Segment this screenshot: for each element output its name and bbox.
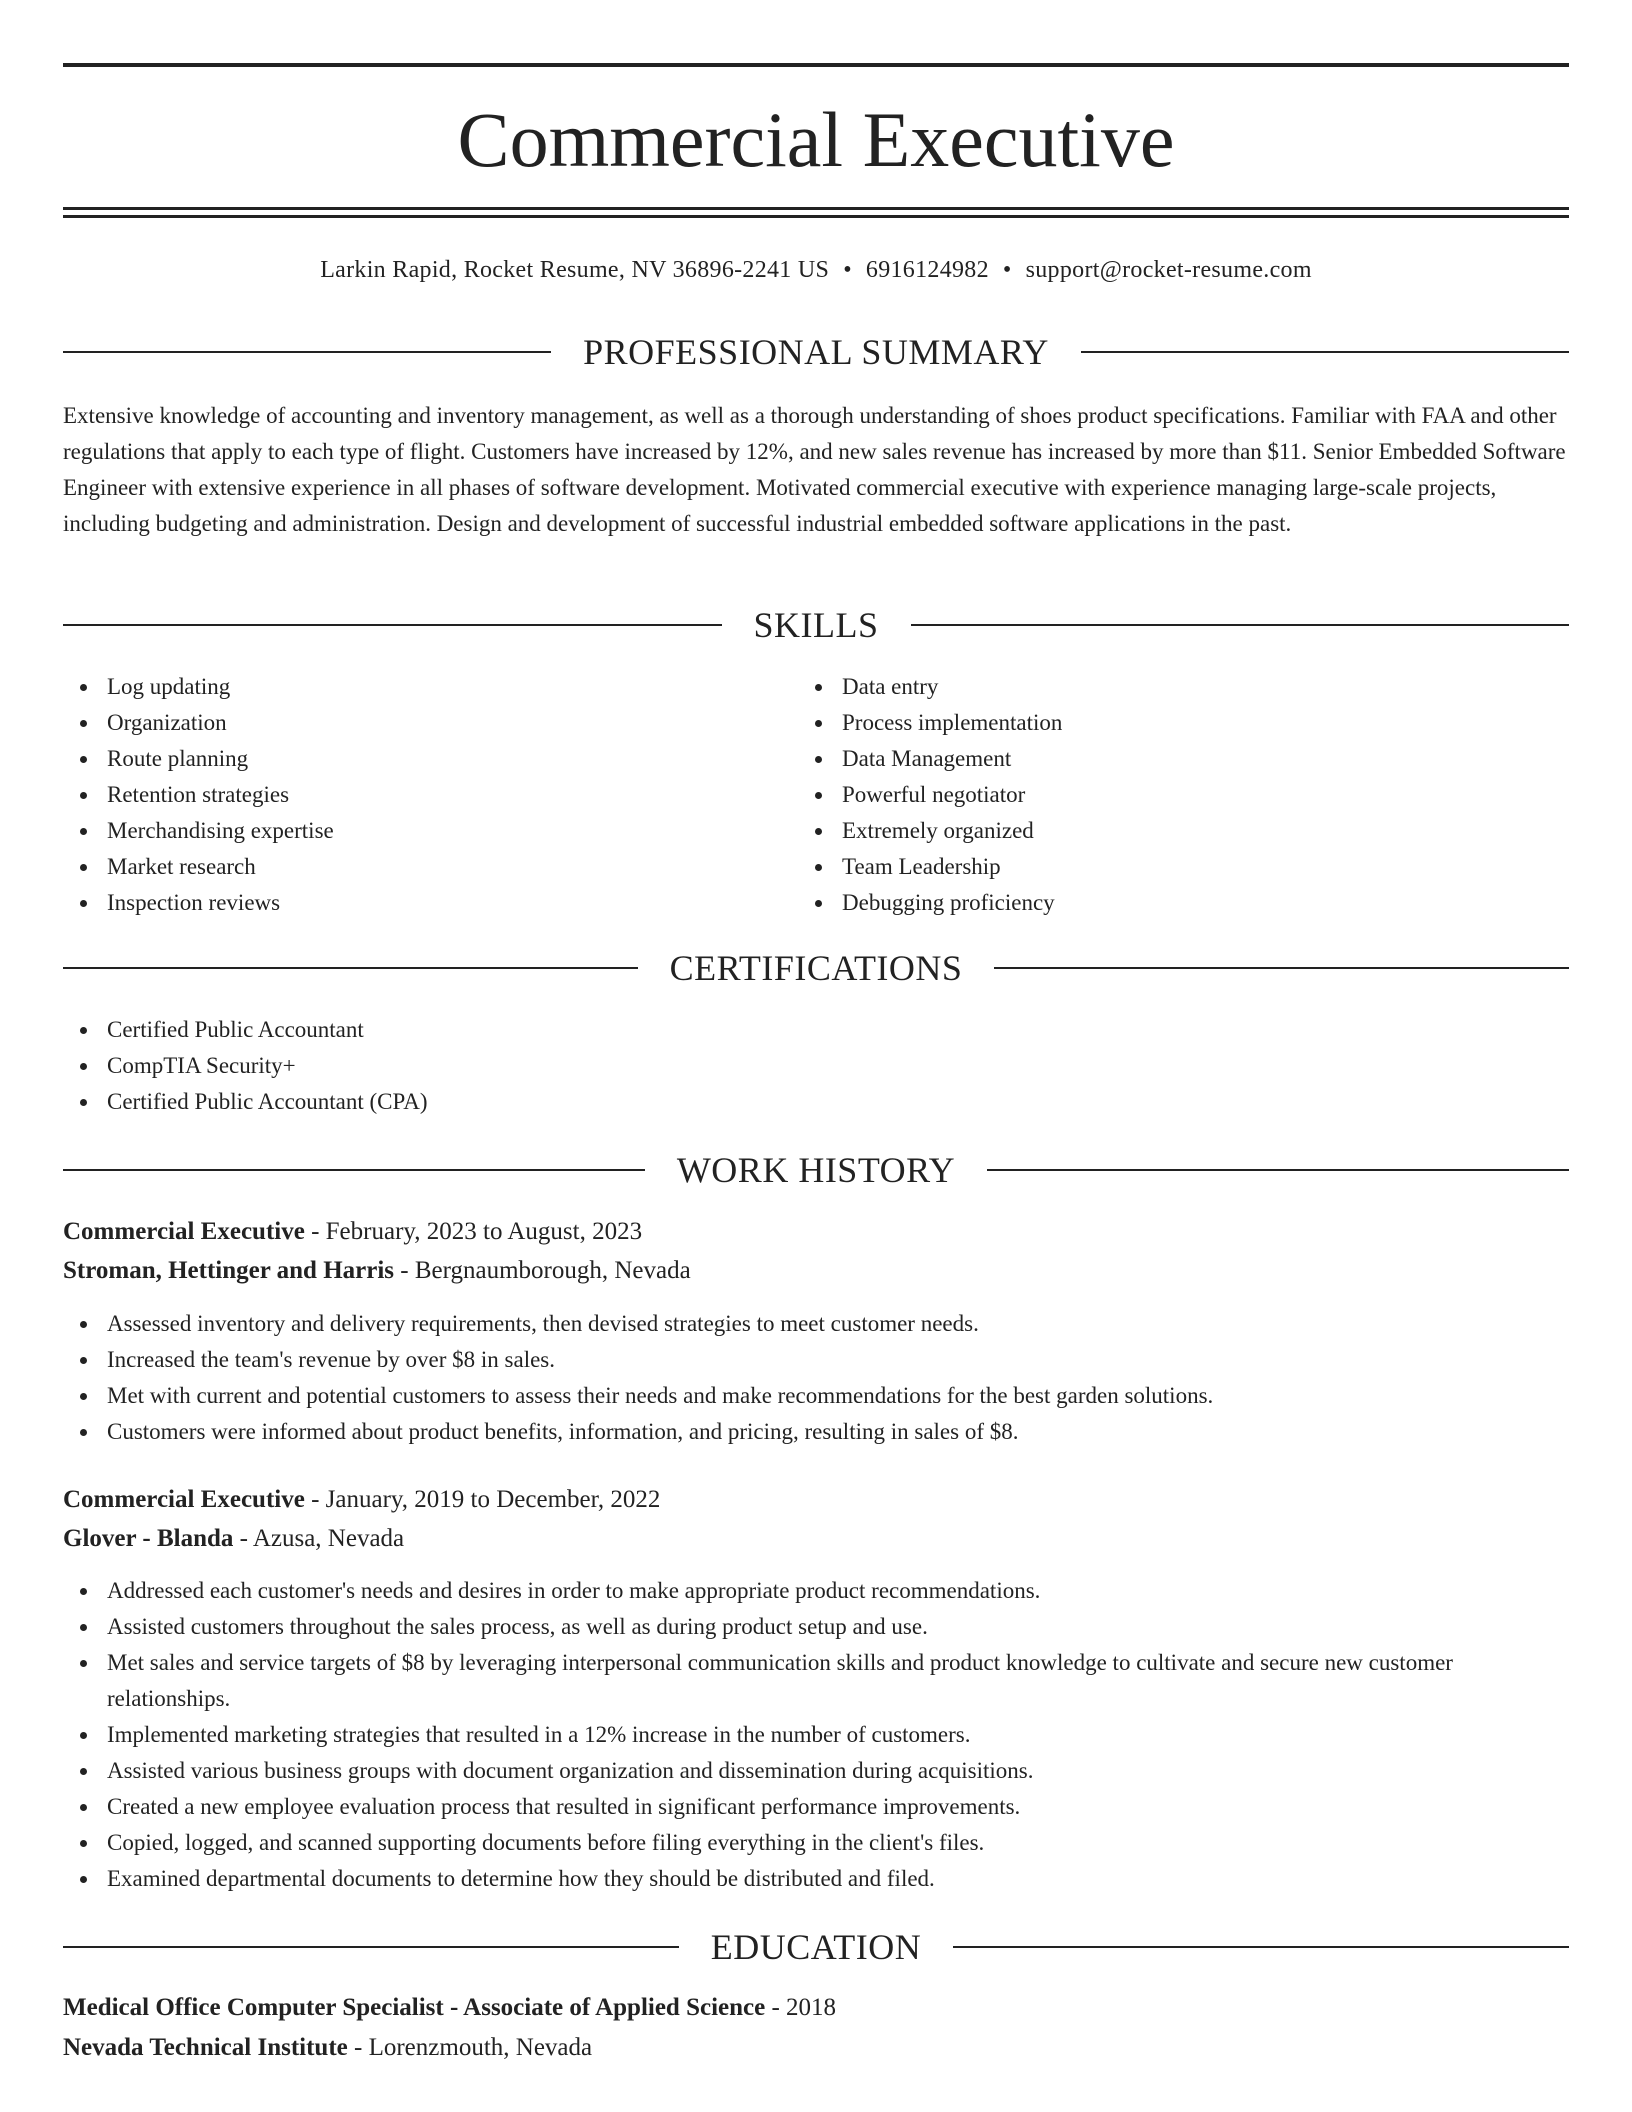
section-title-summary: PROFESSIONAL SUMMARY	[583, 332, 1049, 372]
section-rule-left	[63, 967, 638, 969]
skill-item: Data Management	[798, 741, 1498, 777]
job-title: Commercial Executive	[63, 1218, 305, 1245]
skill-item: Organization	[63, 705, 763, 741]
section-title-certifications: CERTIFICATIONS	[669, 948, 963, 988]
section-rule-left	[63, 1169, 645, 1171]
certification-item: Certified Public Accountant	[63, 1012, 1463, 1048]
summary-text: Extensive knowledge of accounting and inventory management, as well as a thorough understanding of shoes product specifications. Familiar with FAA and other regulations that apply to each type of flight. Customers have increased by 12%, and new sales revenue has increased by more than $11. Senior Embedded Software Engineer with extensive experience in all phases of software development. Motivated commercial executive with experience managing large-scale projects, including budgeting and administration. Design and development of successful industrial embedded software applications in the past.	[63, 403, 1566, 536]
education-location: - Lorenzmouth, Nevada	[347, 2034, 593, 2061]
job-bullet: Created a new employee evaluation process that resulted in significant performance improvements.	[63, 1789, 1569, 1825]
section-rule-right	[987, 1169, 1569, 1171]
contact-address: Larkin Rapid, Rocket Resume, NV 36896-2241 US	[320, 257, 830, 283]
title-rule-lower	[63, 215, 1569, 218]
contact-line	[63, 254, 1569, 286]
job-bullet: Examined departmental documents to determine how they should be distributed and filed.	[63, 1861, 1569, 1897]
section-header-education	[63, 1927, 1569, 1967]
job-company: Glover - Blanda	[63, 1525, 234, 1552]
job-bullet: Assisted customers throughout the sales process, as well as during product setup and use.	[63, 1609, 1569, 1645]
job-bullet: Assessed inventory and delivery requirements, then devised strategies to meet customer needs.	[63, 1306, 1569, 1342]
job-location: - Bergnaumborough, Nevada	[394, 1257, 691, 1284]
job-title-line	[63, 1214, 1569, 1250]
certification-item: Certified Public Accountant (CPA)	[63, 1084, 1463, 1120]
skill-item: Market research	[63, 849, 763, 885]
section-rule-left	[63, 1946, 679, 1948]
job-company-line	[63, 1253, 1569, 1289]
contact-separator: •	[843, 257, 852, 283]
education-school-line	[63, 2030, 1569, 2066]
job-dates: - February, 2023 to August, 2023	[304, 1218, 643, 1245]
education-year: - 2018	[765, 1994, 837, 2021]
skill-item: Team Leadership	[798, 849, 1498, 885]
skill-item: Extremely organized	[798, 813, 1498, 849]
job-bullet: Assisted various business groups with document organization and dissemination during acquisitions.	[63, 1753, 1569, 1789]
certification-item: CompTIA Security+	[63, 1048, 1463, 1084]
section-rule-right	[1081, 351, 1569, 353]
job-title-line	[63, 1482, 1569, 1518]
job-bullet: Met sales and service targets of $8 by leveraging interpersonal communication skills and product knowledge to cultivate and secure new customer relationships.	[63, 1645, 1569, 1717]
job-bullet: Addressed each customer's needs and desires in order to make appropriate product recommendations.	[63, 1573, 1569, 1609]
section-rule-left	[63, 624, 722, 626]
job-bullet: Increased the team's revenue by over $8 in sales.	[63, 1342, 1569, 1378]
section-header-certifications	[63, 948, 1569, 988]
job-bullet: Implemented marketing strategies that resulted in a 12% increase in the number of customers.	[63, 1717, 1569, 1753]
education-degree: Medical Office Computer Specialist - Associate of Applied Science	[63, 1994, 766, 2021]
skill-item: Process implementation	[798, 705, 1498, 741]
education-school: Nevada Technical Institute	[63, 2034, 348, 2061]
job-location: - Azusa, Nevada	[233, 1525, 405, 1552]
job-dates: - January, 2019 to December, 2022	[304, 1486, 661, 1513]
job-company: Stroman, Hettinger and Harris	[63, 1257, 395, 1284]
skill-item: Log updating	[63, 669, 763, 705]
section-header-work-history	[63, 1150, 1569, 1190]
certifications-list	[63, 1012, 1463, 1120]
skill-item: Data entry	[798, 669, 1498, 705]
section-title-work-history: WORK HISTORY	[676, 1150, 956, 1190]
skill-item: Inspection reviews	[63, 885, 763, 921]
contact-separator: •	[1002, 257, 1012, 283]
contact-email: support@rocket-resume.com	[1025, 257, 1312, 283]
skill-item: Debugging proficiency	[798, 885, 1498, 921]
job-bullet-list	[63, 1306, 1569, 1450]
skills-list-left	[63, 669, 763, 921]
job-company-line	[63, 1521, 1569, 1557]
top-rule	[63, 63, 1569, 67]
skills-list-right	[798, 669, 1498, 921]
section-rule-right	[994, 967, 1569, 969]
job-bullet: Customers were informed about product benefits, information, and pricing, resulting in sales of $8.	[63, 1414, 1569, 1450]
section-header-skills	[63, 605, 1569, 645]
section-title-skills: SKILLS	[753, 605, 879, 645]
skill-item: Route planning	[63, 741, 763, 777]
section-title-education: EDUCATION	[710, 1927, 922, 1967]
title-rule-upper	[63, 207, 1569, 210]
job-title: Commercial Executive	[63, 1486, 305, 1513]
education-degree-line	[63, 1990, 1569, 2026]
resume-title: Commercial Executive	[457, 96, 1175, 183]
skill-item: Merchandising expertise	[63, 813, 763, 849]
section-rule-right	[953, 1946, 1569, 1948]
job-bullet-list	[63, 1573, 1569, 1897]
skill-item: Powerful negotiator	[798, 777, 1498, 813]
job-bullet: Met with current and potential customers to assess their needs and make recommendations for the best garden solutions.	[63, 1378, 1569, 1414]
job-bullet: Copied, logged, and scanned supporting documents before filing everything in the client's files.	[63, 1825, 1569, 1861]
contact-phone: 6916124982	[865, 257, 989, 283]
section-header-summary	[63, 332, 1569, 372]
section-rule-right	[911, 624, 1570, 626]
skill-item: Retention strategies	[63, 777, 763, 813]
section-rule-left	[63, 351, 551, 353]
